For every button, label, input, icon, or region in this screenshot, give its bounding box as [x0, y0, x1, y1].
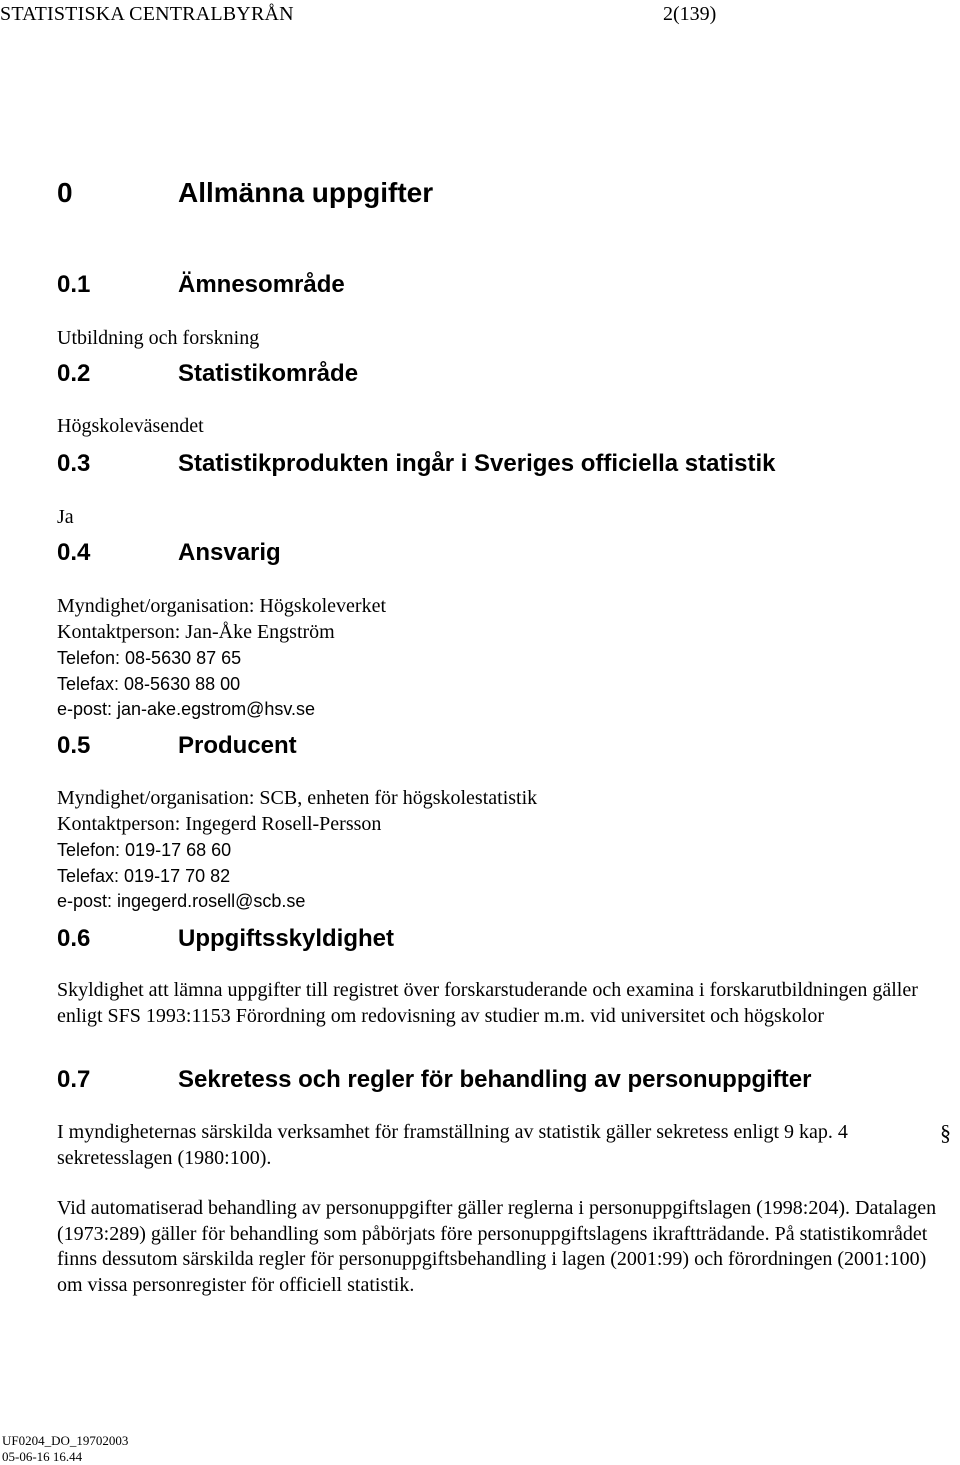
personal-data-paragraph: Vid automatiserad behandling av personuppgifter gäller reglerna i personuppgiftslagen (1998:204). Datalagen (1973:289) gäller för behandling som påbörjats före personuppgiftslagens ikraftträdande. På statistikområdet finns dessutom särskilda regler för personuppgiftsbehandling i lagen (2001:99) och förordningen (2001:100) om vissa personregister för officiell statistik. [57, 1197, 937, 1296]
section-text-0-1: Utbildning och forskning [57, 327, 260, 349]
producer-email: e-post: ingegerd.rosell@scb.se [57, 891, 306, 911]
footer-document-id: UF0204_DO_19702003 [2, 1433, 129, 1448]
section-text-0-3: Ja [57, 506, 74, 528]
producer-organization: Myndighet/organisation: SCB, enheten för högskolestatistik [57, 787, 538, 809]
chapter-title: Allmänna uppgifter [178, 177, 434, 208]
section-number-0-4: 0.4 [57, 539, 91, 566]
section-number-0-1: 0.1 [57, 271, 91, 298]
section-number-0-2: 0.2 [57, 360, 91, 387]
section-title-0-4: Ansvarig [178, 539, 281, 566]
section-number-0-3: 0.3 [57, 450, 91, 477]
responsible-phone: Telefon: 08-5630 87 65 [57, 648, 242, 668]
chapter-number: 0 [57, 177, 73, 208]
section-text-0-2: Högskoleväsendet [57, 415, 204, 437]
responsible-organization: Myndighet/organisation: Högskoleverket [57, 595, 387, 617]
section-title-0-3: Statistikprodukten ingår i Sveriges officiella statistik [178, 450, 776, 477]
responsible-email: e-post: jan-ake.egstrom@hsv.se [57, 699, 316, 719]
section-sign: § [940, 1120, 951, 1145]
section-title-0-6: Uppgiftsskyldighet [178, 925, 395, 952]
producer-fax: Telefax: 019-17 70 82 [57, 866, 231, 886]
section-number-0-7: 0.7 [57, 1066, 91, 1093]
section-title-0-7: Sekretess och regler för behandling av personuppgifter [178, 1066, 812, 1093]
secrecy-paragraph: I myndigheternas särskilda verksamhet för framställning av statistik gäller sekretess enligt 9 kap. 4 sekretesslagen (1980:100). [57, 1121, 848, 1169]
section-title-0-2: Statistikområde [178, 360, 359, 387]
header-page-number: 2(139) [663, 3, 717, 25]
section-number-0-5: 0.5 [57, 732, 91, 759]
section-title-0-5: Producent [178, 732, 297, 759]
section-number-0-6: 0.6 [57, 925, 91, 952]
footer-date: 05-06-16 16.44 [2, 1449, 83, 1464]
obligation-paragraph: Skyldighet att lämna uppgifter till registret över forskarstuderande och examina i forskarutbildningen gäller enligt SFS 1993:1153 Förordning om redovisning av studier m.m. vid universitet och högskolor [57, 979, 918, 1027]
producer-phone: Telefon: 019-17 68 60 [57, 840, 232, 860]
responsible-fax: Telefax: 08-5630 88 00 [57, 674, 241, 694]
header-organization: STATISTISKA CENTRALBYRÅN [0, 3, 294, 25]
producer-contact: Kontaktperson: Ingegerd Rosell-Persson [57, 813, 382, 835]
responsible-contact: Kontaktperson: Jan-Åke Engström [57, 621, 335, 643]
section-title-0-1: Ämnesområde [178, 271, 345, 298]
